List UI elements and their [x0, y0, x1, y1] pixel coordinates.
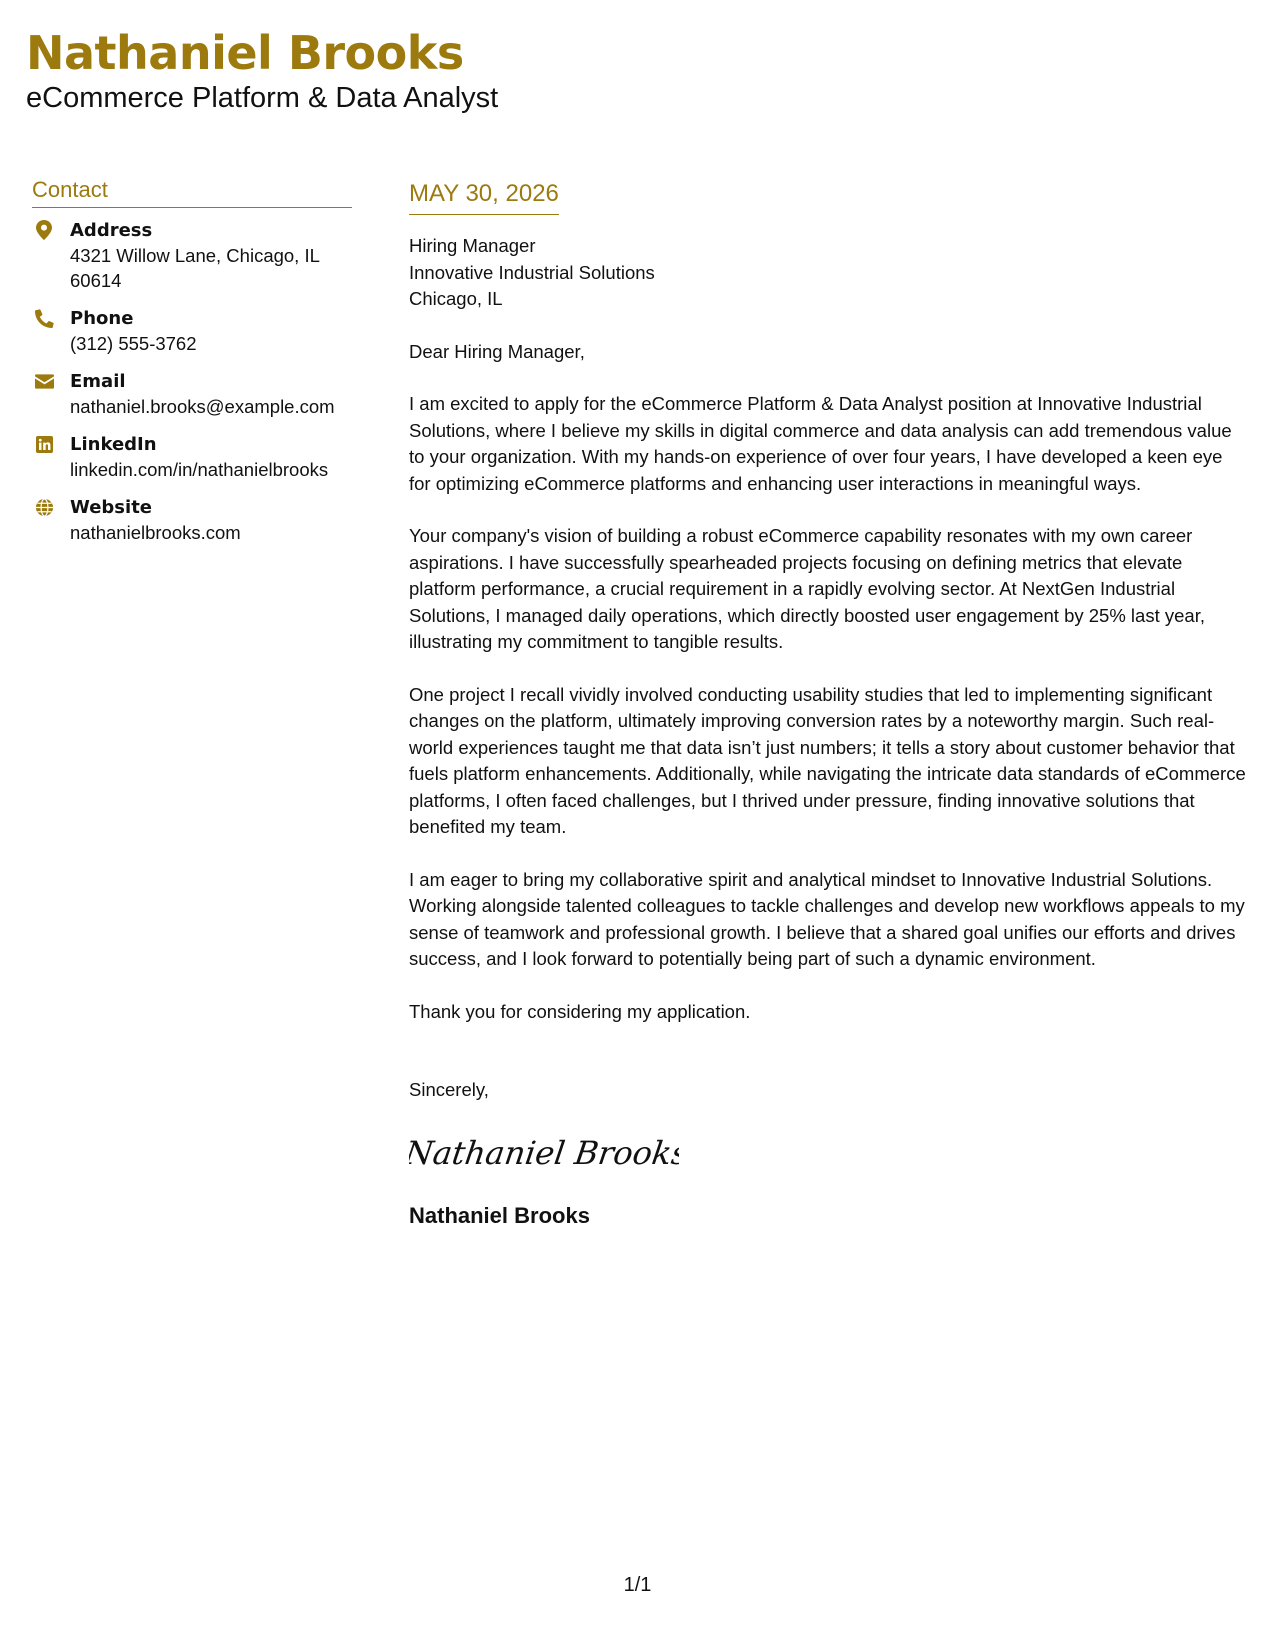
recipient-block: [409, 233, 1249, 313]
salutation: Dear Hiring Manager,: [409, 340, 585, 362]
contact-heading: Contact: [32, 176, 352, 208]
contact-label: Address: [70, 220, 153, 241]
linkedin-icon: [34, 434, 54, 454]
contact-item-website: [32, 495, 352, 545]
paragraph: Thank you for considering my application.: [409, 1000, 751, 1022]
globe-icon: [34, 497, 54, 517]
contact-item-address: [32, 218, 352, 293]
contact-list: [32, 218, 352, 545]
letter-date: MAY 30, 2026: [409, 178, 559, 215]
phone-icon: [34, 308, 54, 328]
address-value: 4321 Willow Lane, Chicago, IL 60614: [70, 245, 320, 291]
phone-value: (312) 555-3762: [70, 333, 197, 354]
closing: Sincerely,: [409, 1079, 489, 1100]
paragraph: Your company's vision of building a robust eCommerce capability resonates with my own career aspirations. I have successfully spearheaded projects focusing on defining metrics that elevate platform performance, a crucial requirement in a rapidly evolving sector. At NextGen Industrial Solutions, I managed daily operations, which directly boosted user engagement by 25% last year, illustrating my commitment to tangible results.: [409, 525, 1205, 652]
contact-item-email: [32, 369, 352, 419]
linkedin-value: linkedin.com/in/nathanielbrooks: [70, 459, 329, 480]
contact-label: Email: [70, 371, 126, 392]
signature-image: [409, 1126, 1249, 1178]
contact-sidebar: [32, 176, 352, 558]
signer-name: Nathaniel Brooks: [409, 1202, 590, 1228]
email-value: nathaniel.brooks@example.com: [70, 396, 335, 417]
signature-text: Nathaniel Brooks: [409, 1133, 679, 1172]
envelope-icon: [34, 371, 54, 391]
paragraph: I am excited to apply for the eCommerce Platform & Data Analyst position at Innovative Industrial Solutions, where I believe my skills in digital commerce and data analysis can add tremendous value to your organization. With my hands-on experience of over four years, I have developed a keen eye for optimizing eCommerce platforms and enhancing user interactions in meaningful ways.: [409, 393, 1232, 494]
applicant-title: eCommerce Platform & Data Analyst: [26, 82, 499, 114]
recipient-title: Hiring Manager: [409, 235, 536, 256]
contact-label: LinkedIn: [70, 434, 157, 455]
contact-item-linkedin: [32, 432, 352, 482]
letter-header: [26, 26, 1226, 116]
map-pin-icon: [34, 220, 54, 240]
paragraph: One project I recall vividly involved conducting usability studies that led to implementing significant changes on the platform, ultimately improving conversion rates by a noteworthy margin. Such real-world experiences taught me that data isn’t just numbers; it tells a story about customer behavior that fuels platform enhancements. Additionally, while navigating the intricate data standards of eCommerce platforms, I often faced challenges, but I thrived under pressure, finding innovative solutions that benefited my team.: [409, 683, 1246, 837]
contact-item-phone: [32, 306, 352, 356]
paragraph: I am eager to bring my collaborative spirit and analytical mindset to Innovative Industrial Solutions. Working alongside talented colleagues to tackle challenges and develop new workflows appeals to my sense of teamwork and professional growth. I believe that a shared goal unifies our efforts and drives success, and I look forward to potentially being part of such a dynamic environment.: [409, 868, 1245, 969]
applicant-name: Nathaniel Brooks: [26, 26, 464, 80]
contact-label: Website: [70, 497, 153, 518]
recipient-company: Innovative Industrial Solutions: [409, 261, 655, 283]
page-number: 1/1: [623, 1574, 652, 1596]
recipient-location: Chicago, IL: [409, 288, 503, 309]
contact-label: Phone: [70, 308, 134, 329]
letter-body: [409, 178, 1249, 1230]
website-value: nathanielbrooks.com: [70, 522, 241, 543]
